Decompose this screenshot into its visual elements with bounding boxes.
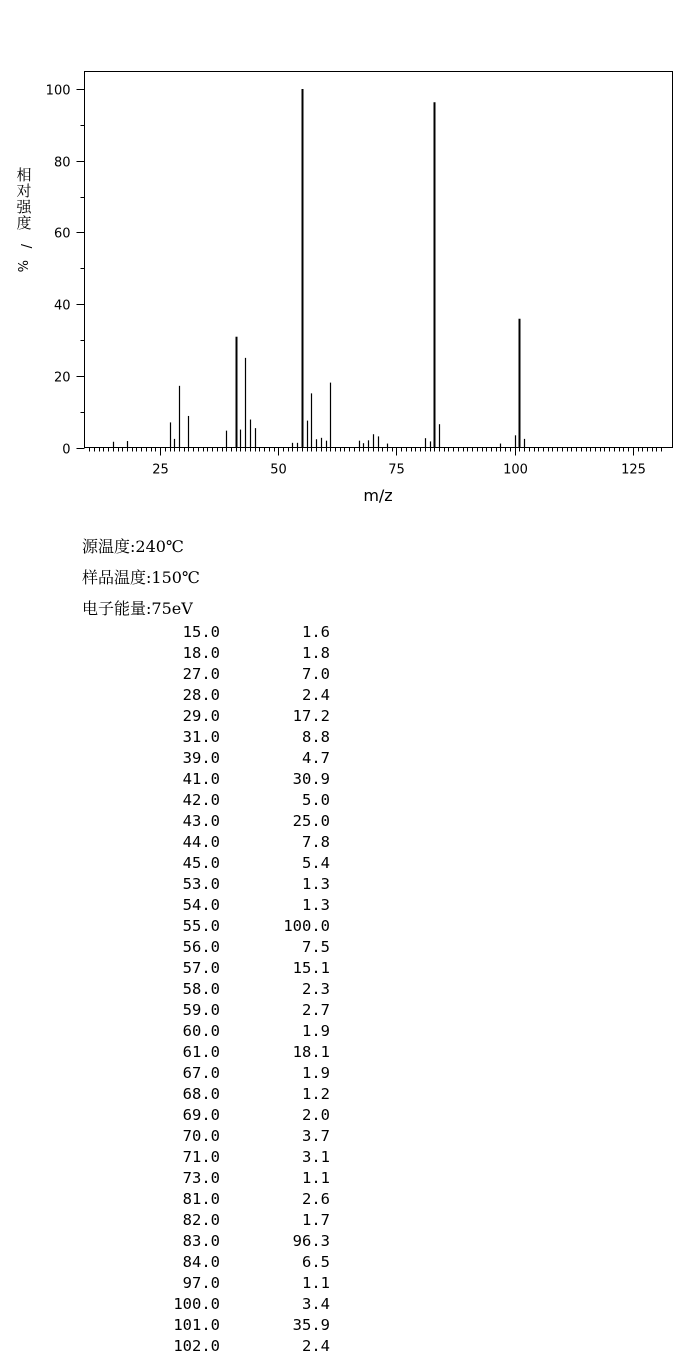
peak-table: [0, 622, 340, 1357]
relative-abundance: 1.1: [302, 1274, 330, 1292]
relative-abundance: 3.4: [302, 1295, 330, 1313]
relative-abundance: 1.6: [302, 623, 330, 641]
mz-value: 29.0: [182, 707, 220, 725]
x-axis-ticks: [152, 448, 646, 478]
relative-abundance: 1.1: [302, 1169, 330, 1187]
relative-abundance: 6.5: [302, 1253, 330, 1271]
mz-value: 97.0: [182, 1274, 220, 1292]
table-row: [0, 790, 340, 811]
table-row: [0, 1294, 340, 1315]
mz-value: 18.0: [182, 644, 220, 662]
table-row: [0, 853, 340, 874]
mz-value: 41.0: [182, 770, 220, 788]
table-row: [0, 1252, 340, 1273]
relative-abundance: 1.9: [302, 1022, 330, 1040]
table-row: [0, 832, 340, 853]
table-row: [0, 1336, 340, 1357]
table-row: [0, 1126, 340, 1147]
mz-value: 59.0: [182, 1001, 220, 1019]
table-row: [0, 622, 340, 643]
table-row: [0, 1084, 340, 1105]
relative-abundance: 2.0: [302, 1106, 330, 1124]
table-row: [0, 1273, 340, 1294]
mz-value: 102.0: [173, 1337, 220, 1355]
source-temperature: 源温度:240℃: [82, 537, 184, 556]
mz-value: 67.0: [182, 1064, 220, 1082]
table-row: [0, 769, 340, 790]
y-axis-label-glyph: %: [13, 260, 29, 273]
table-row: [0, 1147, 340, 1168]
y-tick-label: 40: [53, 298, 71, 314]
sample-temperature: 样品温度:150℃: [82, 568, 200, 587]
table-row: [0, 958, 340, 979]
mz-value: 81.0: [182, 1190, 220, 1208]
relative-abundance: 30.9: [292, 770, 330, 788]
relative-abundance: 1.3: [302, 875, 330, 893]
peak-bars: [114, 89, 525, 448]
table-row: [0, 643, 340, 664]
table-row: [0, 1042, 340, 1063]
mz-value: 45.0: [182, 854, 220, 872]
mz-value: 58.0: [182, 980, 220, 998]
x-tick-label: 125: [621, 462, 646, 478]
relative-abundance: 4.7: [302, 749, 330, 767]
relative-abundance: 25.0: [292, 812, 330, 830]
mz-value: 56.0: [182, 938, 220, 956]
table-row: [0, 685, 340, 706]
relative-abundance: 1.3: [302, 896, 330, 914]
y-axis-label-glyph: 对: [16, 182, 32, 200]
relative-abundance: 7.5: [302, 938, 330, 956]
relative-abundance: 1.7: [302, 1211, 330, 1229]
electron-energy: 电子能量:75eV: [82, 599, 193, 618]
plot-frame: [85, 72, 673, 448]
mz-value: 70.0: [182, 1127, 220, 1145]
mz-value: 68.0: [182, 1085, 220, 1103]
table-row: [0, 1315, 340, 1336]
table-row: [0, 1000, 340, 1021]
relative-abundance: 7.8: [302, 833, 330, 851]
table-row: [0, 937, 340, 958]
table-row: [0, 1168, 340, 1189]
mz-value: 55.0: [182, 917, 220, 935]
y-tick-label: 0: [62, 442, 71, 458]
table-row: [0, 1063, 340, 1084]
mz-value: 84.0: [182, 1253, 220, 1271]
table-row: [0, 1189, 340, 1210]
y-tick-label: 100: [45, 83, 71, 99]
mz-value: 39.0: [182, 749, 220, 767]
table-row: [0, 979, 340, 1000]
y-axis-label-glyph: /: [17, 244, 33, 249]
mz-value: 54.0: [182, 896, 220, 914]
mz-value: 82.0: [182, 1211, 220, 1229]
y-axis-label-glyph: 度: [16, 214, 32, 232]
relative-abundance: 1.2: [302, 1085, 330, 1103]
y-axis-label-glyph: 相: [16, 166, 32, 184]
mass-spectrum-chart: [0, 0, 696, 520]
relative-abundance: 15.1: [292, 959, 330, 977]
relative-abundance: 35.9: [292, 1316, 330, 1334]
x-tick-label: 100: [503, 462, 528, 478]
relative-abundance: 8.8: [302, 728, 330, 746]
table-row: [0, 1021, 340, 1042]
relative-abundance: 5.4: [302, 854, 330, 872]
mz-value: 73.0: [182, 1169, 220, 1187]
relative-abundance: 100.0: [283, 917, 330, 935]
table-row: [0, 1105, 340, 1126]
mz-value: 61.0: [182, 1043, 220, 1061]
relative-abundance: 7.0: [302, 665, 330, 683]
mz-value: 42.0: [182, 791, 220, 809]
mz-value: 71.0: [182, 1148, 220, 1166]
relative-abundance: 2.4: [302, 1337, 330, 1355]
mz-value: 60.0: [182, 1022, 220, 1040]
table-row: [0, 811, 340, 832]
x-tick-label: 75: [388, 462, 405, 478]
table-row: [0, 727, 340, 748]
y-tick-label: 80: [53, 155, 71, 171]
relative-abundance: 2.4: [302, 686, 330, 704]
mz-value: 28.0: [182, 686, 220, 704]
relative-abundance: 3.7: [302, 1127, 330, 1145]
relative-abundance: 5.0: [302, 791, 330, 809]
mz-value: 100.0: [173, 1295, 220, 1313]
table-row: [0, 664, 340, 685]
table-row: [0, 916, 340, 937]
relative-abundance: 18.1: [292, 1043, 330, 1061]
relative-abundance: 1.9: [302, 1064, 330, 1082]
table-row: [0, 748, 340, 769]
mz-value: 53.0: [182, 875, 220, 893]
table-row: [0, 895, 340, 916]
mz-value: 44.0: [182, 833, 220, 851]
table-row: [0, 874, 340, 895]
y-tick-label: 20: [53, 370, 71, 386]
mz-value: 83.0: [182, 1232, 220, 1250]
x-tick-label: 25: [152, 462, 169, 478]
table-row: [0, 1231, 340, 1252]
y-tick-label: 60: [53, 226, 71, 242]
minor-ticks: [81, 126, 662, 452]
x-axis-label: m/z: [363, 486, 393, 505]
relative-abundance: 3.1: [302, 1148, 330, 1166]
mz-value: 15.0: [182, 623, 220, 641]
relative-abundance: 96.3: [292, 1232, 330, 1250]
mz-value: 69.0: [182, 1106, 220, 1124]
relative-abundance: 2.7: [302, 1001, 330, 1019]
table-row: [0, 706, 340, 727]
relative-abundance: 1.8: [302, 644, 330, 662]
y-axis-ticks: [46, 84, 85, 458]
mz-value: 31.0: [182, 728, 220, 746]
relative-abundance: 2.3: [302, 980, 330, 998]
x-tick-label: 50: [270, 462, 287, 478]
y-axis-label: [14, 166, 33, 272]
y-axis-label-glyph: 强: [16, 198, 32, 216]
mz-value: 57.0: [182, 959, 220, 977]
relative-abundance: 17.2: [292, 707, 330, 725]
mz-value: 43.0: [182, 812, 220, 830]
mz-value: 27.0: [182, 665, 220, 683]
mz-value: 101.0: [173, 1316, 220, 1334]
table-row: [0, 1210, 340, 1231]
relative-abundance: 2.6: [302, 1190, 330, 1208]
